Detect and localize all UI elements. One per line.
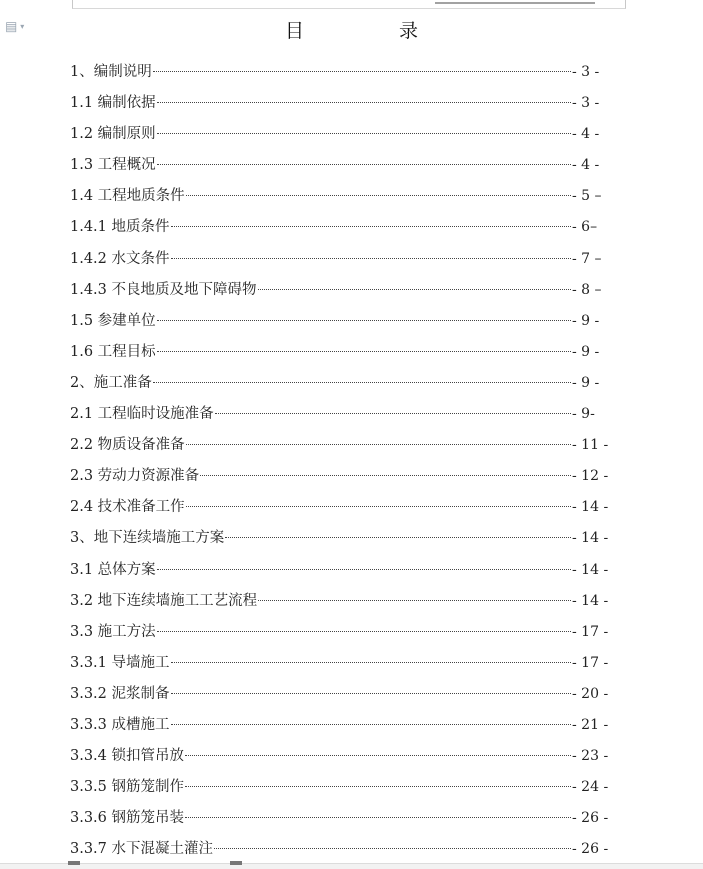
toc-entry[interactable] — [70, 834, 610, 865]
toc-dot-leader — [171, 724, 571, 725]
toc-dot-leader — [157, 133, 571, 134]
toc-dot-leader — [258, 600, 571, 601]
toc-entry[interactable] — [70, 679, 610, 710]
toc-dot-leader — [258, 289, 571, 290]
toc-page-number: - 23 - — [572, 748, 609, 765]
toc-entry[interactable] — [70, 430, 610, 461]
toc-page-number: - 7 – — [572, 250, 602, 267]
toc-entry-label: 3.1 总体方案 — [70, 561, 156, 578]
toc-entry[interactable] — [70, 710, 610, 741]
toc-dot-leader — [157, 164, 571, 165]
toc-page-number: - 14 - — [572, 530, 609, 547]
toc-entry[interactable] — [70, 337, 610, 368]
toc-dot-leader — [185, 755, 571, 756]
toc-entry-label: 1.4.2 水文条件 — [70, 250, 170, 267]
toc-entry-label: 3.3.5 钢筋笼制作 — [70, 779, 185, 796]
toc-entry-label: 3.3 施工方法 — [70, 623, 156, 640]
toc-page-number: - 9 - — [572, 343, 600, 360]
toc-entry[interactable] — [70, 150, 610, 181]
toc-entry[interactable] — [70, 368, 610, 399]
toc-entry-label: 3.3.7 水下混凝土灌注 — [70, 841, 214, 858]
table-of-contents — [70, 57, 610, 865]
toc-page-number: - 4 - — [572, 126, 600, 143]
toc-dot-leader — [157, 631, 571, 632]
toc-dot-leader — [185, 817, 571, 818]
toc-entry-label: 3.3.3 成槽施工 — [70, 716, 170, 733]
toc-page-number: - 26 - — [572, 810, 609, 827]
toc-dot-leader — [171, 693, 571, 694]
toc-dot-leader — [215, 413, 571, 414]
toc-page-number: - 20 - — [572, 685, 609, 702]
toc-entry[interactable] — [70, 399, 610, 430]
toc-dot-leader — [225, 537, 571, 538]
toc-dot-leader — [186, 444, 571, 445]
toc-dot-leader — [157, 569, 571, 570]
toc-entry-label: 1.4.1 地质条件 — [70, 219, 170, 236]
toc-page-number: - 3 - — [572, 64, 600, 80]
toc-dot-leader — [157, 320, 571, 321]
toc-entry-label: 1、编制说明 — [70, 64, 152, 80]
toc-entry[interactable] — [70, 523, 610, 554]
toc-entry[interactable] — [70, 492, 610, 523]
toc-page-number: - 9- — [572, 406, 595, 423]
ruler-mark — [68, 861, 80, 865]
previous-page-edge — [72, 0, 626, 9]
toc-page-number: - 5 – — [572, 188, 602, 205]
document-icon[interactable]: ▤ ▾ — [5, 19, 25, 35]
toc-entry-label: 2.2 物质设备准备 — [70, 437, 185, 454]
toc-entry-label: 1.5 参建单位 — [70, 312, 156, 329]
toc-page-number: - 6– — [572, 219, 598, 236]
toc-dot-leader — [157, 102, 571, 103]
toc-page-number: - 14 - — [572, 499, 609, 516]
toc-page-number: - 14 - — [572, 592, 609, 609]
toc-entry-label: 3、地下连续墙施工方案 — [70, 530, 225, 547]
toc-entry-label: 3.2 地下连续墙施工工艺流程 — [70, 592, 258, 609]
page-bottom-edge — [0, 863, 703, 869]
toc-entry-label: 1.4 工程地质条件 — [70, 188, 185, 205]
toc-entry-label: 1.6 工程目标 — [70, 343, 156, 360]
toc-entry[interactable] — [70, 648, 610, 679]
toc-dot-leader — [185, 786, 571, 787]
toc-entry-label: 2.3 劳动力资源准备 — [70, 468, 200, 485]
toc-dot-leader — [214, 848, 571, 849]
toc-page-number: - 4 - — [572, 157, 600, 174]
toc-dot-leader — [171, 258, 571, 259]
toc-page-number: - 9 - — [572, 312, 600, 329]
toc-entry-label: 2、施工准备 — [70, 374, 152, 391]
toc-page-number: - 3 - — [572, 95, 600, 112]
toc-entry[interactable] — [70, 772, 610, 803]
toc-entry[interactable] — [70, 803, 610, 834]
chevron-down-icon[interactable]: ▾ — [20, 22, 25, 31]
toc-entry[interactable] — [70, 244, 610, 275]
toc-entry[interactable] — [70, 461, 610, 492]
header-fragment — [435, 0, 595, 4]
toc-page-number: - 9 - — [572, 374, 600, 391]
toc-entry-label: 2.1 工程临时设施准备 — [70, 406, 214, 423]
toc-entry-label: 3.3.4 锁扣管吊放 — [70, 748, 185, 765]
toc-page-number: - 17 - — [572, 654, 609, 671]
toc-entry[interactable] — [70, 555, 610, 586]
toc-page-number: - 12 - — [572, 468, 609, 485]
toc-entry-label: 1.3 工程概况 — [70, 157, 156, 174]
toc-entry[interactable] — [70, 119, 610, 150]
toc-entry[interactable] — [70, 586, 610, 617]
page-title: 目 录 — [284, 20, 456, 42]
toc-page-number: - 21 - — [572, 716, 609, 733]
toc-entry[interactable] — [70, 88, 610, 119]
toc-dot-leader — [153, 382, 571, 383]
toc-dot-leader — [153, 71, 571, 72]
toc-page-number: - 14 - — [572, 561, 609, 578]
ruler-mark — [230, 861, 242, 865]
toc-entry-label: 2.4 技术准备工作 — [70, 499, 185, 516]
toc-entry[interactable] — [70, 306, 610, 337]
toc-entry-label: 3.3.1 导墙施工 — [70, 654, 170, 671]
toc-entry[interactable] — [70, 275, 610, 306]
toc-entry-label: 1.1 编制依据 — [70, 95, 156, 112]
toc-page-number: - 24 - — [572, 779, 609, 796]
toc-entry[interactable] — [70, 617, 610, 648]
toc-dot-leader — [200, 475, 571, 476]
toc-page-number: - 17 - — [572, 623, 609, 640]
toc-page-number: - 26 - — [572, 841, 609, 858]
toc-entry-label: 1.2 编制原则 — [70, 126, 156, 143]
toc-dot-leader — [186, 195, 571, 196]
toc-entry-label: 1.4.3 不良地质及地下障碍物 — [70, 281, 257, 298]
toc-entry-label: 3.3.6 钢筋笼吊装 — [70, 810, 185, 827]
toc-dot-leader — [171, 662, 571, 663]
toc-dot-leader — [171, 226, 571, 227]
toc-entry[interactable] — [70, 212, 610, 243]
toc-dot-leader — [157, 351, 571, 352]
toc-entry[interactable] — [70, 181, 610, 212]
toc-entry[interactable] — [70, 57, 610, 88]
toc-page-number: - 8 – — [572, 281, 602, 298]
toc-entry[interactable] — [70, 741, 610, 772]
toc-page-number: - 11 - — [572, 437, 609, 454]
toc-entry-label: 3.3.2 泥浆制备 — [70, 685, 170, 702]
toc-dot-leader — [186, 506, 571, 507]
